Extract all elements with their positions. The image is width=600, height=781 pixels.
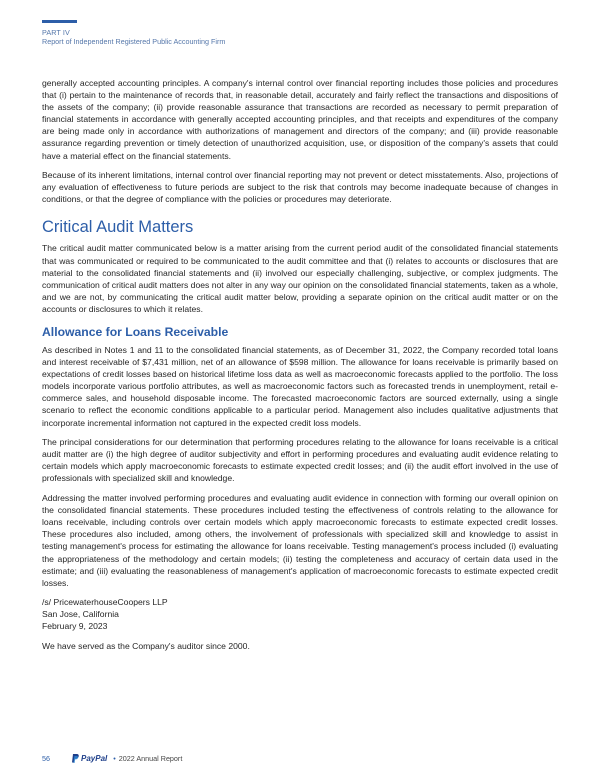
paragraph-principal-considerations: The principal considerations for our determination that performing procedures relating to the allowance for loans receivable is a critical audit matter are (i) the high degree of auditor subjectivity and effort in performing procedures and evaluating audit evidence relating to certain models which apply macroeconomic forecasts to estimate expected credit losses; and (ii) the audit effort involved in the use of professionals with specialized skill and knowledge. xyxy=(42,437,558,484)
heading-allowance-loans: Allowance for Loans Receivable xyxy=(42,325,229,339)
paypal-p-icon xyxy=(72,754,79,763)
document-body xyxy=(42,77,558,660)
section-subtitle: Report of Independent Registered Public Accounting Firm xyxy=(42,37,226,46)
heading-critical-audit-matters: Critical Audit Matters xyxy=(42,218,194,237)
auditor-signature xyxy=(42,596,558,632)
page-number: 56 xyxy=(42,753,50,763)
paragraph-cam-intro: The critical audit matter communicated below is a matter arising from the current period audit of the consolidated financial statements that was communicated or required to be communicated to the audit committee and that (i) relates to accounts or disclosures that are material to the consolidated financial statements and (ii) involved our especially challenging, subjective, or complex judgments. The communication of critical audit matters does not alter in any way our opinion on the consolidated financial statements, taken as a whole, and we are not, by communicating the critical audit matter below, providing a separate opinion on the critical audit matter or on the accounts or disclosures to which it relates. xyxy=(42,243,558,314)
signature-location: San Jose, California xyxy=(42,609,119,620)
paragraph-auditor-tenure: We have served as the Company's auditor since 2000. xyxy=(42,641,250,652)
signature-date: February 9, 2023 xyxy=(42,621,108,632)
paragraph-icfr-definition: generally accepted accounting principles. A company's internal control over financial reporting includes those policies and procedures that (i) pertain to the maintenance of records that, in reasonable detail, accurately and fairly reflect the transactions and dispositions of the assets of the company; (ii) provide reasonable assurance that transactions are recorded as necessary to permit preparation of financial statements in accordance with generally accepted accounting principles, and that receipts and expenditures of the company are being made only in accordance with authorizations of management and directors of the company; and (iii) provide reasonable assurance regarding prevention or timely detection of unauthorized acquisition, use, or disposition of the company's assets that could have a material effect on the financial statements. xyxy=(42,78,558,161)
paragraph-allowance-description: As described in Notes 1 and 11 to the consolidated financial statements, as of December 31, 2022, the Company recorded total loans and interest receivable of $7,431 million, net of an allowance of $598 million. The allowance for loans receivable is primarily based on expectations of credit losses based on historical lifetime loss data as well as macroeconomic forecasts applied to the portfolio. The loss models incorporate various portfolio attributes, as well as macroeconomic factors such as forecasted trends in unemployment, retail e-commerce sales, and household disposable income. The forecasted macroeconomic factors are sourced externally, using a single scenario to reflect the economic conditions applicable to a particular period. Management also includes qualitative adjustments that incorporate incremental information not captured in the expected credit loss models. xyxy=(42,345,558,428)
signature-firm: /s/ PricewaterhouseCoopers LLP xyxy=(42,597,168,608)
header-accent-bar xyxy=(42,20,77,23)
paypal-logo xyxy=(72,754,107,763)
annual-report-label: 2022 Annual Report xyxy=(118,753,183,763)
paragraph-inherent-limitations: Because of its inherent limitations, internal control over financial reporting may not prevent or detect misstatements. Also, projections of any evaluation of effectiveness to future periods are subject to the risk that controls may become inadequate because of changes in conditions, or that the degree of compliance with the policies or procedures may deteriorate. xyxy=(42,170,558,205)
page-footer xyxy=(42,752,182,764)
paragraph-addressing-matter: Addressing the matter involved performing procedures and evaluating audit evidence in connection with forming our overall opinion on the consolidated financial statements. These procedures included testing the effectiveness of controls relating to the allowance for loans receivable, including controls over certain models which apply macroeconomic forecasts to estimate expected credit losses. These procedures also included, among others, the involvement of professionals with specialized skill and knowledge to assist in testing management's process for estimating the allowance for loans receivable. Testing management's process included (i) evaluating the appropriateness of the methodology and certain models; (ii) testing the completeness and accuracy of certain data used in the estimate; and (iii) evaluating the reasonableness of management's application of macroeconomic forecasts to estimate expected credit losses. xyxy=(42,493,558,588)
paypal-wordmark: PayPal xyxy=(81,753,108,763)
footer-separator: • xyxy=(113,753,116,763)
part-label: PART IV xyxy=(42,28,70,37)
